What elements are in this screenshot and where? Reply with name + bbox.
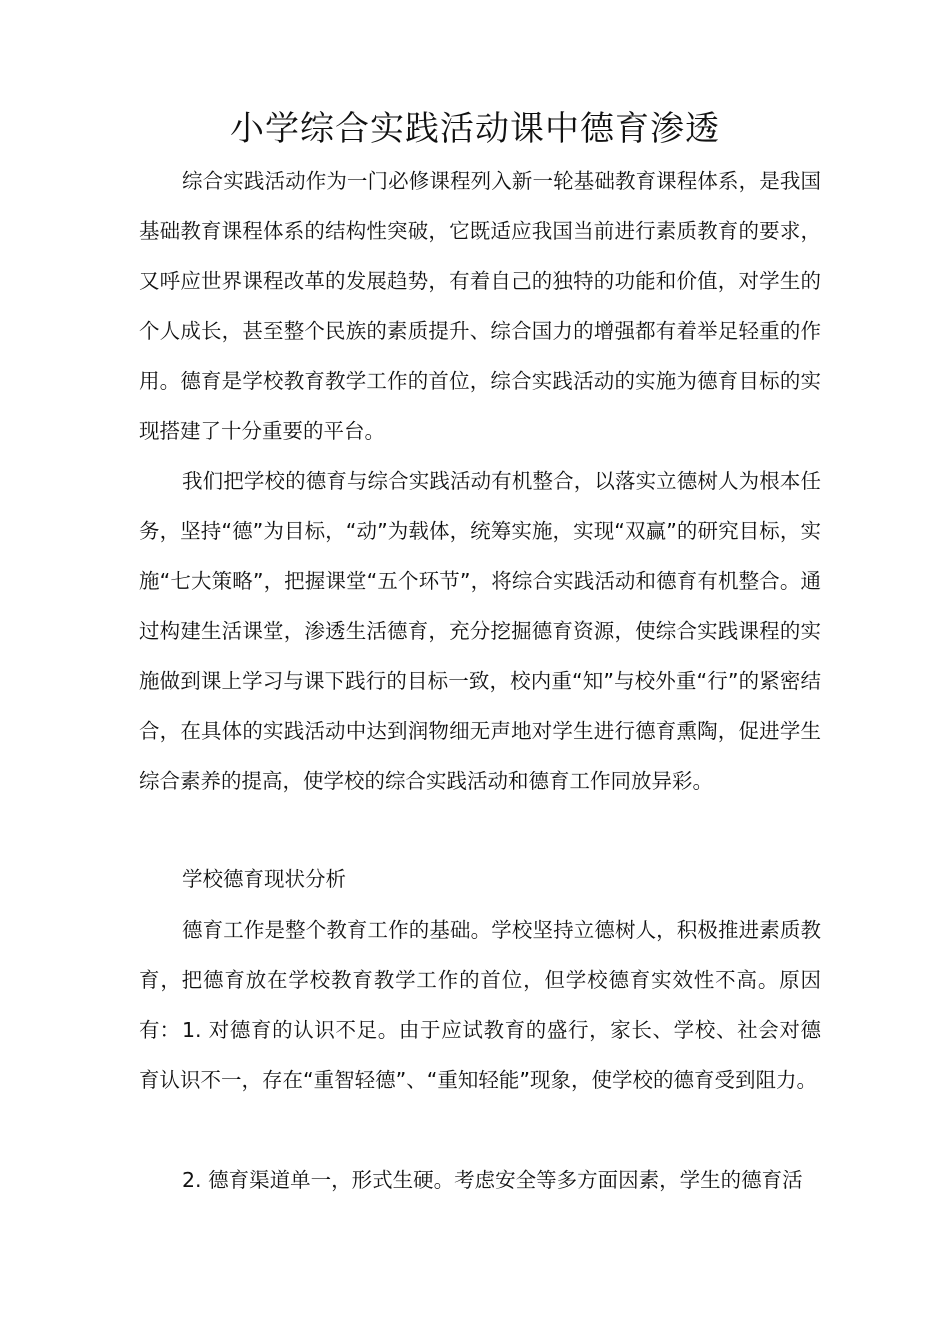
paragraph-status: 德育工作是整个教育工作的基础。学校坚持立德树人，积极推进素质教育，把德育放在学校教育教学工作的首位，但学校德育实效性不高。原因有： [139,918,821,1042]
document-title: 小学综合实践活动课中德育渗透 [230,109,720,149]
list-item-1: 1. 对德育的认识不足。由于应试教育的盛行，家长、学校、社会对德育认识不一，存在“重智轻德”、“重知轻能”现象，使学校的德育受到阻力。 [139,1018,821,1092]
section-heading: 学校德育现状分析 [182,867,346,891]
paragraph-integration: 我们把学校的德育与综合实践活动有机整合，以落实立德树人为根本任务，坚持“德”为目标，“动”为载体，统筹实施，实现“双赢”的研究目标，实施“七大策略”，把握课堂“五个环节”，将综合实践活动和德育有机整合。通过构建生活课堂，渗透生活德育，充分挖掘德育资源，使综合实践课程的实施做到课上学习与课下践行的目标一致，校内重“知”与校外重“行”的紧密结合，在具体的实践活动中达到润物细无声地对学生进行德育熏陶，促进学生综合素养的提高，使学校的综合实践活动和德育工作同放异彩。 [139,469,821,793]
paragraph-intro: 综合实践活动作为一门必修课程列入新一轮基础教育课程体系，是我国基础教育课程体系的结构性突破，它既适应我国当前进行素质教育的要求，又呼应世界课程改革的发展趋势，有着自己的独特的功能和价值，对学生的个人成长，甚至整个民族的素质提升、综合国力的增强都有着举足轻重的作用。德育是学校教育教学工作的首位，综合实践活动的实施为德育目标的实现搭建了十分重要的平台。 [139,169,821,443]
list-item-2: 2. 德育渠道单一，形式生硬。考虑安全等多方面因素，学生的德育活 [182,1168,803,1192]
